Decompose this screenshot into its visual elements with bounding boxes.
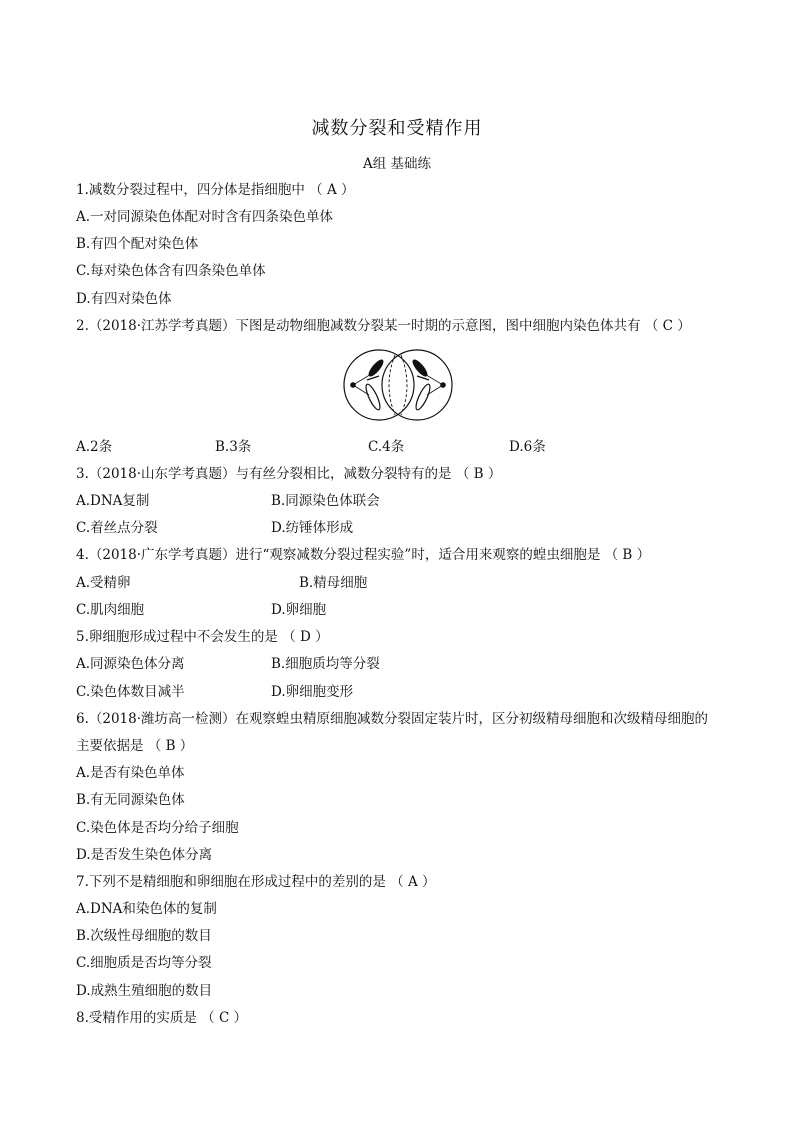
question-2-option-d: D.6条 [509,439,546,455]
question-2-option-a: A.2条 [76,439,113,455]
question-6-option-c: C.染色体是否均分给子细胞 [76,820,239,836]
question-6-stem: 6.（2018·潍坊高一检测）在观察蝗虫精原细胞减数分裂固定装片时，区分初级精母细胞和次级精母细胞的 [76,711,709,727]
question-2-option-c: C.4条 [368,439,405,455]
chromosome-right-lower [413,383,432,412]
chromosome-left-lower [363,383,382,412]
question-1-stem: 1.减数分裂过程中，四分体是指细胞中 （ A ） [76,182,355,198]
cell-division-diagram [343,345,453,425]
question-1-option-d: D.有四对染色体 [76,291,172,307]
question-5-stem: 5.卵细胞形成过程中不会发生的是 （ D ） [76,629,329,645]
question-3-option-c: C.着丝点分裂 [76,520,158,536]
question-4-option-c: C.肌肉细胞 [76,602,145,618]
question-7-option-d: D.成熟生殖细胞的数目 [76,983,213,999]
document-title: 减数分裂和受精作用 [311,118,483,139]
question-3-stem: 3.（2018·山东学考真题）与有丝分裂相比，减数分裂特有的是 （ B ） [76,466,502,482]
question-4-stem: 4.（2018·广东学考真题）进行“观察减数分裂过程实验”时，适合用来观察的蝗虫细胞是 （ B ） [76,547,651,563]
question-4-option-d: D.卵细胞 [271,602,327,618]
question-1-option-c: C.每对染色体含有四条染色单体 [76,263,266,279]
question-5-option-c: C.染色体数目减半 [76,684,185,700]
question-5-option-a: A.同源染色体分离 [76,656,185,672]
question-3-option-a: A.DNA复制 [76,493,150,509]
question-7-option-a: A.DNA和染色体的复制 [76,901,217,917]
question-7-option-b: B.次级性母细胞的数目 [76,928,212,944]
question-6-option-d: D.是否发生染色体分离 [76,847,213,863]
question-5-option-d: D.卵细胞变形 [271,684,354,700]
question-6-option-b: B.有无同源染色体 [76,792,185,808]
question-8-stem: 8.受精作用的实质是 （ C ） [76,1010,248,1026]
question-1-option-b: B.有四个配对染色体 [76,236,199,252]
chromosome-left-arm [367,376,379,380]
spindle-fiber-right [401,355,407,415]
question-2-option-b: B.3条 [215,439,252,455]
chromosome-right-arm [417,376,429,380]
question-2-stem: 2.（2018·江苏学考真题）下图是动物细胞减数分裂某一时期的示意图，图中细胞内染色体共有 （ C ） [76,318,691,334]
question-4-option-b: B.精母细胞 [299,575,368,591]
question-4-option-a: A.受精卵 [76,575,131,591]
question-7-stem: 7.下列不是精细胞和卵细胞在形成过程中的差别的是 （ A ） [76,874,436,890]
question-6-option-a: A.是否有染色单体 [76,765,185,781]
question-1-option-a: A.一对同源染色体配对时含有四条染色单体 [76,209,334,225]
spindle-fiber-left [389,355,395,415]
question-3-option-b: B.同源染色体联会 [271,493,380,509]
question-6-stem-continued: 主要依据是 （ B ） [76,738,194,754]
section-heading: A组 基础练 [362,156,432,172]
question-7-option-c: C.细胞质是否均等分裂 [76,955,212,971]
question-5-option-b: B.细胞质均等分裂 [271,656,380,672]
question-3-option-d: D.纺锤体形成 [271,520,354,536]
